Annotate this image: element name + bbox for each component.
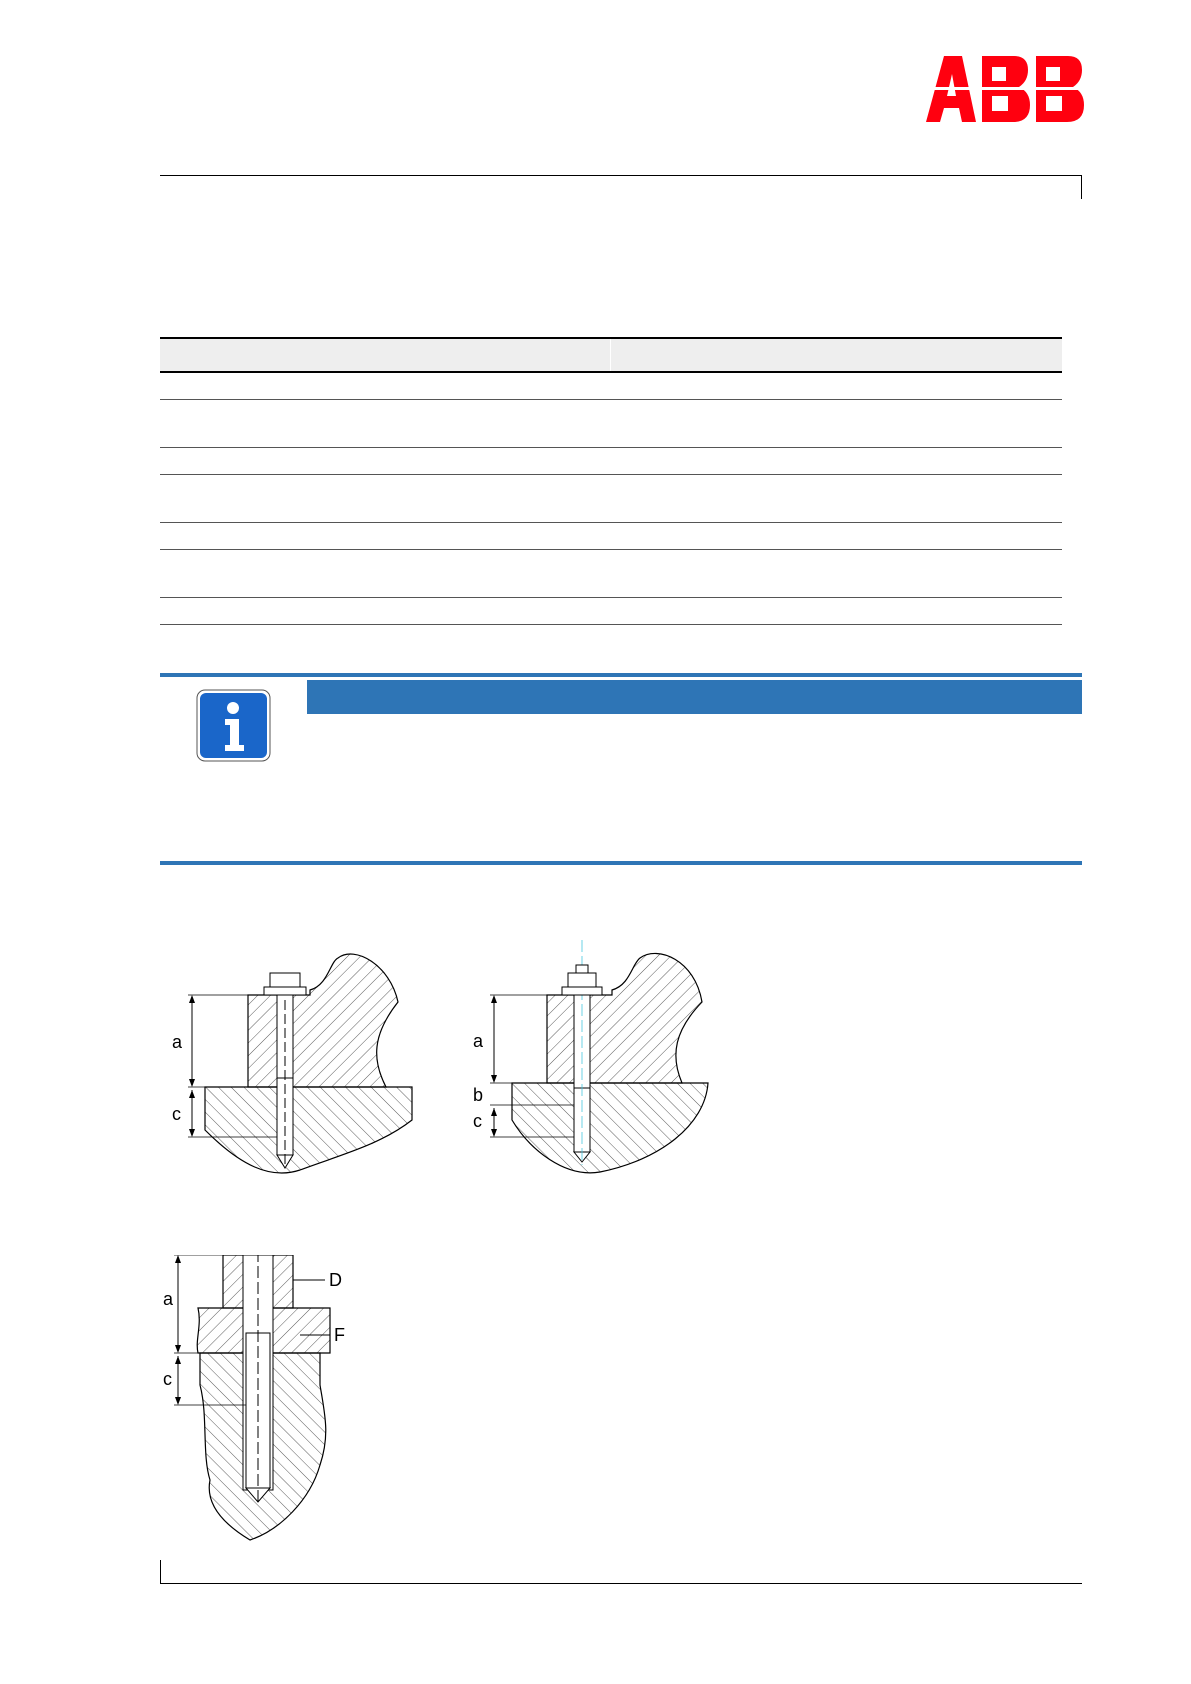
dimension-label-b: b <box>473 1085 484 1105</box>
part-label-f: F <box>334 1325 345 1345</box>
table-row <box>160 523 1062 550</box>
bolt-joint-figure-1 <box>160 940 430 1185</box>
table-header-cell-1 <box>160 338 611 372</box>
bolt-sleeve-figure-3 <box>160 1255 380 1545</box>
info-box-top-rule <box>160 673 1082 677</box>
footer-corner-tick <box>160 1560 161 1584</box>
table-row <box>160 598 1062 625</box>
table-cell <box>160 598 611 625</box>
info-box-text <box>307 722 1082 842</box>
dimension-label-a: a <box>163 1289 174 1309</box>
info-icon <box>196 689 271 762</box>
table-cell <box>160 400 611 448</box>
footer-divider <box>160 1583 1082 1584</box>
abb-logo <box>926 56 1085 122</box>
info-box-bottom-rule <box>160 861 1082 865</box>
table-cell <box>611 448 1063 475</box>
info-box-title-band <box>307 680 1082 714</box>
table-cell <box>160 523 611 550</box>
dimension-label-c: c <box>163 1369 172 1389</box>
dimension-label-a: a <box>473 1031 484 1051</box>
table-cell <box>611 598 1063 625</box>
dimension-label-c: c <box>172 1104 181 1124</box>
part-label-d: D <box>329 1270 342 1290</box>
table-row <box>160 400 1062 448</box>
table-row <box>160 448 1062 475</box>
table-cell <box>611 400 1063 448</box>
dimension-label-c: c <box>473 1111 482 1131</box>
table-cell <box>160 372 611 400</box>
stud-joint-figure-2 <box>470 940 730 1185</box>
table-cell <box>611 372 1063 400</box>
table-row <box>160 475 1062 523</box>
table-cell <box>611 523 1063 550</box>
table-header-row <box>160 338 1062 372</box>
table-cell <box>611 475 1063 523</box>
table-cell <box>160 475 611 523</box>
dimension-label-a: a <box>172 1032 183 1052</box>
header-divider <box>160 175 1082 176</box>
table-cell <box>160 550 611 598</box>
table-row <box>160 550 1062 598</box>
table-row <box>160 372 1062 400</box>
table-cell <box>611 550 1063 598</box>
header-corner-tick <box>1081 175 1082 199</box>
table-header-cell-2 <box>611 338 1063 372</box>
table-cell <box>160 448 611 475</box>
specification-table <box>160 337 1062 625</box>
